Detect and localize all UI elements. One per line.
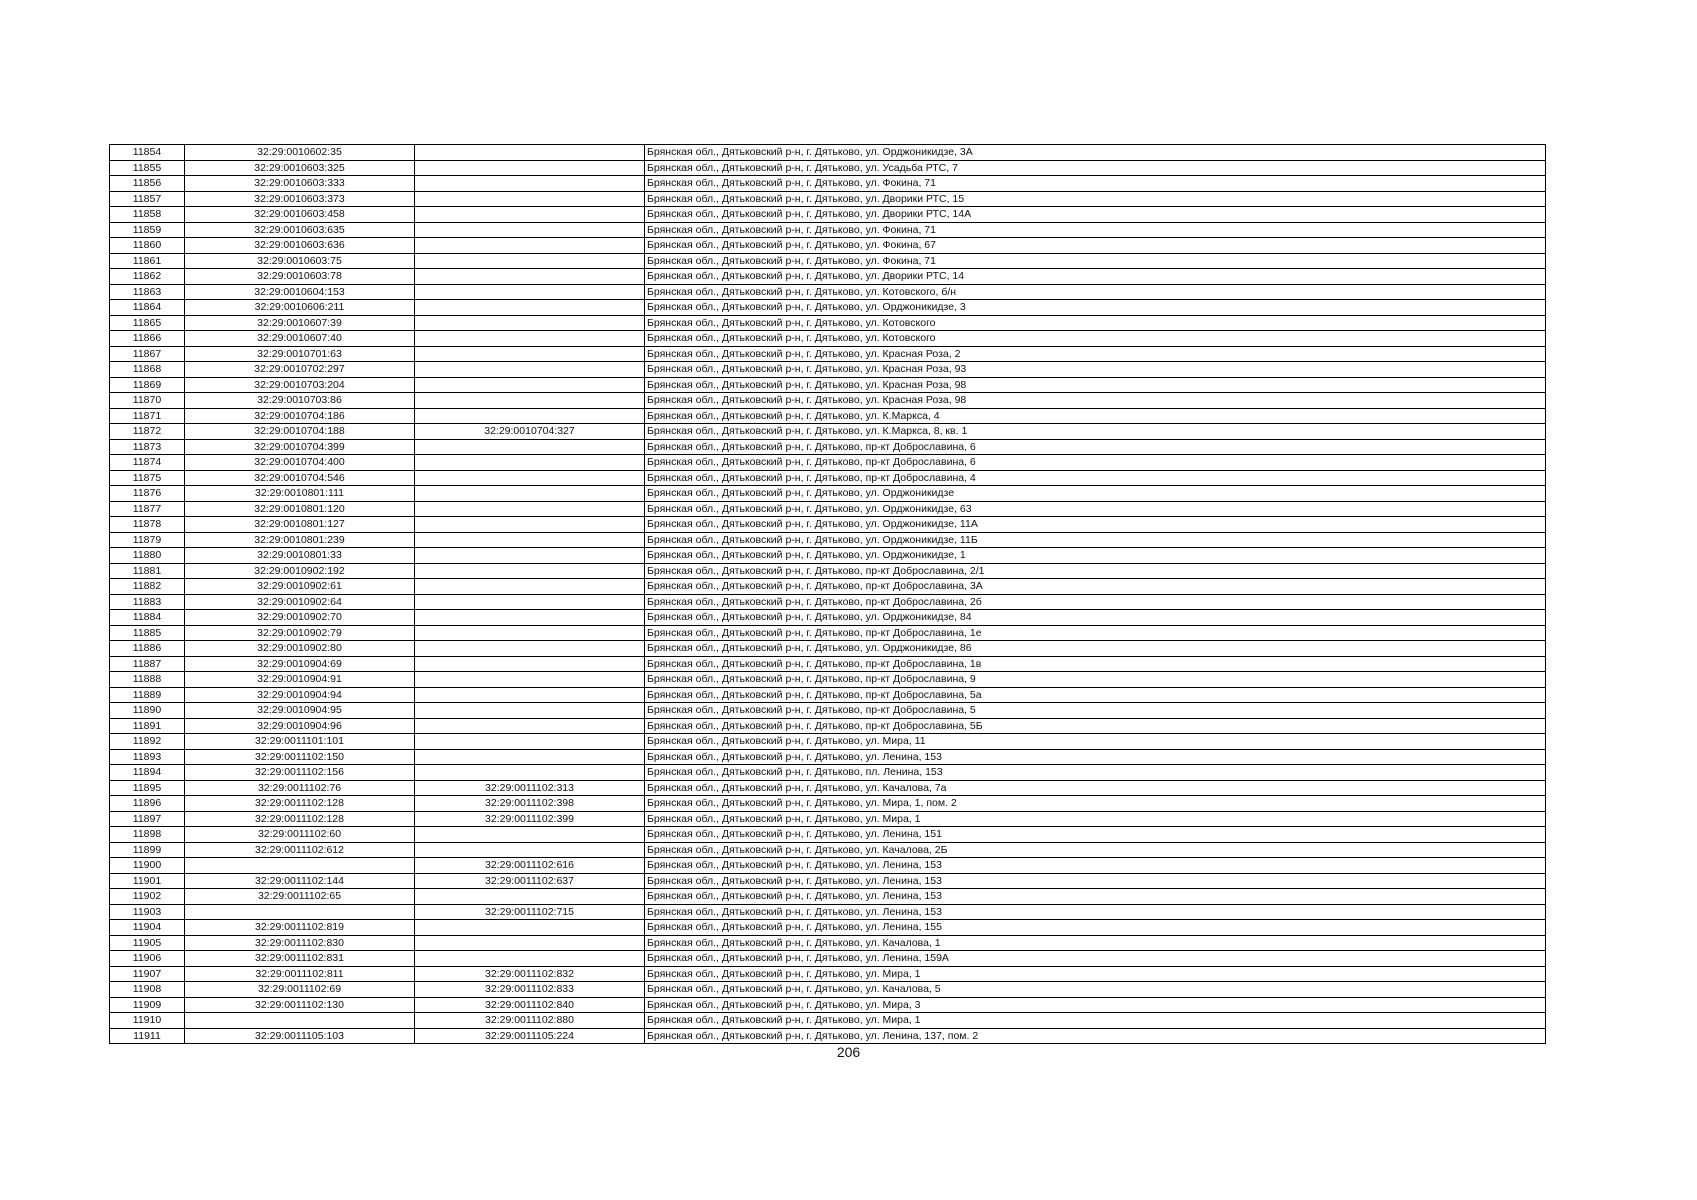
related-cadastral-number-cell (415, 889, 645, 905)
related-cadastral-number-cell (415, 656, 645, 672)
cadastral-number-cell: 32:29:0011102:830 (185, 935, 415, 951)
address-cell: Брянская обл., Дятьковский р-н, г. Дятьково, ул. Орджоникидзе (645, 486, 1546, 502)
table-row (110, 920, 1546, 936)
related-cadastral-number-cell (415, 951, 645, 967)
cadastral-number-cell: 32:29:0010902:64 (185, 594, 415, 610)
table-row (110, 966, 1546, 982)
row-number-cell: 11895 (110, 780, 185, 796)
address-cell: Брянская обл., Дятьковский р-н, г. Дятьково, ул. Ленина, 151 (645, 827, 1546, 843)
cadastral-number-cell: 32:29:0010604:153 (185, 284, 415, 300)
table-row (110, 858, 1546, 874)
related-cadastral-number-cell (415, 625, 645, 641)
table-row (110, 393, 1546, 409)
address-cell: Брянская обл., Дятьковский р-н, г. Дятьково, ул. Мира, 1 (645, 811, 1546, 827)
row-number-cell: 11869 (110, 377, 185, 393)
cadastral-number-cell: 32:29:0010801:127 (185, 517, 415, 533)
address-cell: Брянская обл., Дятьковский р-н, г. Дятьково, ул. Качалова, 1 (645, 935, 1546, 951)
address-cell: Брянская обл., Дятьковский р-н, г. Дятьково, ул. Мира, 1 (645, 966, 1546, 982)
related-cadastral-number-cell (415, 191, 645, 207)
row-number-cell: 11884 (110, 610, 185, 626)
row-number-cell: 11870 (110, 393, 185, 409)
table-row (110, 997, 1546, 1013)
row-number-cell: 11872 (110, 424, 185, 440)
row-number-cell: 11862 (110, 269, 185, 285)
related-cadastral-number-cell (415, 935, 645, 951)
cadastral-number-cell: 32:29:0010603:78 (185, 269, 415, 285)
table-row (110, 517, 1546, 533)
table-row (110, 842, 1546, 858)
address-cell: Брянская обл., Дятьковский р-н, г. Дятьково, ул. Дворики РТС, 14А (645, 207, 1546, 223)
address-cell: Брянская обл., Дятьковский р-н, г. Дятьково, ул. Орджоникидзе, 11А (645, 517, 1546, 533)
cadastral-number-cell: 32:29:0010703:86 (185, 393, 415, 409)
cadastral-number-cell: 32:29:0010602:35 (185, 145, 415, 161)
related-cadastral-number-cell (415, 160, 645, 176)
address-cell: Брянская обл., Дятьковский р-н, г. Дятьково, ул. Фокина, 71 (645, 253, 1546, 269)
address-cell: Брянская обл., Дятьковский р-н, г. Дятьково, пр-кт Доброславина, 6 (645, 439, 1546, 455)
row-number-cell: 11903 (110, 904, 185, 920)
row-number-cell: 11911 (110, 1028, 185, 1044)
row-number-cell: 11861 (110, 253, 185, 269)
related-cadastral-number-cell (415, 920, 645, 936)
table-row (110, 904, 1546, 920)
row-number-cell: 11889 (110, 687, 185, 703)
row-number-cell: 11897 (110, 811, 185, 827)
cadastral-number-cell: 32:29:0010603:75 (185, 253, 415, 269)
cadastral-number-cell: 32:29:0011102:76 (185, 780, 415, 796)
cadastral-number-cell: 32:29:0010603:373 (185, 191, 415, 207)
cadastral-number-cell: 32:29:0010603:333 (185, 176, 415, 192)
row-number-cell: 11880 (110, 548, 185, 564)
cadastral-number-cell: 32:29:0011102:65 (185, 889, 415, 905)
cadastral-number-cell: 32:29:0010603:636 (185, 238, 415, 254)
related-cadastral-number-cell (415, 207, 645, 223)
table-row (110, 408, 1546, 424)
address-cell: Брянская обл., Дятьковский р-н, г. Дятьково, ул. Орджоникидзе, 63 (645, 501, 1546, 517)
address-cell: Брянская обл., Дятьковский р-н, г. Дятьково, ул. Ленина, 153 (645, 904, 1546, 920)
table-row (110, 238, 1546, 254)
related-cadastral-number-cell: 32:29:0011105:224 (415, 1028, 645, 1044)
cadastral-number-cell: 32:29:0010603:635 (185, 222, 415, 238)
related-cadastral-number-cell (415, 393, 645, 409)
cadastral-number-cell: 32:29:0010702:297 (185, 362, 415, 378)
related-cadastral-number-cell: 32:29:0011102:637 (415, 873, 645, 889)
related-cadastral-number-cell (415, 501, 645, 517)
address-cell: Брянская обл., Дятьковский р-н, г. Дятьково, ул. Красная Роза, 93 (645, 362, 1546, 378)
related-cadastral-number-cell (415, 253, 645, 269)
cadastral-number-cell: 32:29:0011105:103 (185, 1028, 415, 1044)
cadastral-number-cell: 32:29:0010704:186 (185, 408, 415, 424)
address-cell: Брянская обл., Дятьковский р-н, г. Дятьково, ул. Усадьба РТС, 7 (645, 160, 1546, 176)
cadastral-number-cell: 32:29:0010701:63 (185, 346, 415, 362)
table-row (110, 1028, 1546, 1044)
row-number-cell: 11900 (110, 858, 185, 874)
related-cadastral-number-cell (415, 269, 645, 285)
related-cadastral-number-cell: 32:29:0011102:840 (415, 997, 645, 1013)
table-row (110, 424, 1546, 440)
table-row (110, 796, 1546, 812)
cadastral-number-cell: 32:29:0011101:101 (185, 734, 415, 750)
cadastral-number-cell: 32:29:0010904:96 (185, 718, 415, 734)
cadastral-number-cell: 32:29:0010704:546 (185, 470, 415, 486)
related-cadastral-number-cell (415, 439, 645, 455)
related-cadastral-number-cell (415, 238, 645, 254)
table-row (110, 718, 1546, 734)
cadastral-number-cell (185, 1013, 415, 1029)
address-cell: Брянская обл., Дятьковский р-н, г. Дятьково, ул. Качалова, 7а (645, 780, 1546, 796)
address-cell: Брянская обл., Дятьковский р-н, г. Дятьково, ул. Ленина, 159А (645, 951, 1546, 967)
cadastral-number-cell: 32:29:0011102:831 (185, 951, 415, 967)
table-row (110, 765, 1546, 781)
address-cell: Брянская обл., Дятьковский р-н, г. Дятьково, пр-кт Доброславина, 4 (645, 470, 1546, 486)
related-cadastral-number-cell: 32:29:0011102:313 (415, 780, 645, 796)
cadastral-number-cell: 32:29:0011102:128 (185, 811, 415, 827)
table-row (110, 160, 1546, 176)
cadastral-number-cell: 32:29:0011102:144 (185, 873, 415, 889)
row-number-cell: 11875 (110, 470, 185, 486)
cadastral-number-cell: 32:29:0010801:33 (185, 548, 415, 564)
row-number-cell: 11871 (110, 408, 185, 424)
address-cell: Брянская обл., Дятьковский р-н, г. Дятьково, ул. Мира, 1 (645, 1013, 1546, 1029)
related-cadastral-number-cell (415, 765, 645, 781)
cadastral-number-cell: 32:29:0011102:819 (185, 920, 415, 936)
cadastral-number-cell: 32:29:0010704:400 (185, 455, 415, 471)
related-cadastral-number-cell (415, 672, 645, 688)
address-cell: Брянская обл., Дятьковский р-н, г. Дятьково, ул. Мира, 3 (645, 997, 1546, 1013)
related-cadastral-number-cell (415, 408, 645, 424)
related-cadastral-number-cell (415, 331, 645, 347)
row-number-cell: 11876 (110, 486, 185, 502)
cadastral-number-cell: 32:29:0010603:458 (185, 207, 415, 223)
row-number-cell: 11881 (110, 563, 185, 579)
address-cell: Брянская обл., Дятьковский р-н, г. Дятьково, ул. Орджоникидзе, 86 (645, 641, 1546, 657)
table-row (110, 1013, 1546, 1029)
table-row (110, 703, 1546, 719)
address-cell: Брянская обл., Дятьковский р-н, г. Дятьково, ул. Красная Роза, 98 (645, 377, 1546, 393)
cadastral-number-cell: 32:29:0010607:39 (185, 315, 415, 331)
related-cadastral-number-cell (415, 346, 645, 362)
cadastral-number-cell: 32:29:0010606:211 (185, 300, 415, 316)
related-cadastral-number-cell (415, 579, 645, 595)
table-row (110, 362, 1546, 378)
related-cadastral-number-cell: 32:29:0011102:399 (415, 811, 645, 827)
related-cadastral-number-cell: 32:29:0011102:833 (415, 982, 645, 998)
address-cell: Брянская обл., Дятьковский р-н, г. Дятьково, ул. К.Маркса, 4 (645, 408, 1546, 424)
table-row (110, 687, 1546, 703)
row-number-cell: 11878 (110, 517, 185, 533)
related-cadastral-number-cell (415, 594, 645, 610)
related-cadastral-number-cell (415, 315, 645, 331)
row-number-cell: 11894 (110, 765, 185, 781)
row-number-cell: 11867 (110, 346, 185, 362)
row-number-cell: 11905 (110, 935, 185, 951)
row-number-cell: 11879 (110, 532, 185, 548)
address-cell: Брянская обл., Дятьковский р-н, г. Дятьково, ул. Дворики РТС, 15 (645, 191, 1546, 207)
table-row (110, 935, 1546, 951)
address-cell: Брянская обл., Дятьковский р-н, г. Дятьково, пр-кт Доброславина, 2б (645, 594, 1546, 610)
cadastral-number-cell: 32:29:0010902:80 (185, 641, 415, 657)
address-cell: Брянская обл., Дятьковский р-н, г. Дятьково, пр-кт Доброславина, 5 (645, 703, 1546, 719)
table-row (110, 470, 1546, 486)
related-cadastral-number-cell: 32:29:0011102:832 (415, 966, 645, 982)
address-cell: Брянская обл., Дятьковский р-н, г. Дятьково, ул. Фокина, 71 (645, 222, 1546, 238)
row-number-cell: 11898 (110, 827, 185, 843)
related-cadastral-number-cell (415, 563, 645, 579)
table-row (110, 780, 1546, 796)
row-number-cell: 11863 (110, 284, 185, 300)
row-number-cell: 11893 (110, 749, 185, 765)
cadastral-number-cell: 32:29:0010904:95 (185, 703, 415, 719)
row-number-cell: 11868 (110, 362, 185, 378)
table-row (110, 811, 1546, 827)
cadastral-number-cell: 32:29:0011102:60 (185, 827, 415, 843)
address-cell: Брянская обл., Дятьковский р-н, г. Дятьково, пр-кт Доброславина, 5Б (645, 718, 1546, 734)
table-row (110, 455, 1546, 471)
address-cell: Брянская обл., Дятьковский р-н, г. Дятьково, пр-кт Доброславина, 6 (645, 455, 1546, 471)
address-cell: Брянская обл., Дятьковский р-н, г. Дятьково, ул. Ленина, 153 (645, 889, 1546, 905)
address-cell: Брянская обл., Дятьковский р-н, г. Дятьково, ул. Красная Роза, 2 (645, 346, 1546, 362)
cadastral-number-cell: 32:29:0010902:192 (185, 563, 415, 579)
row-number-cell: 11902 (110, 889, 185, 905)
cadastral-number-cell: 32:29:0010801:120 (185, 501, 415, 517)
table-row (110, 300, 1546, 316)
cadastral-number-cell: 32:29:0010902:79 (185, 625, 415, 641)
address-cell: Брянская обл., Дятьковский р-н, г. Дятьково, ул. Орджоникидзе, 11Б (645, 532, 1546, 548)
cadastral-number-cell: 32:29:0010902:61 (185, 579, 415, 595)
table-row (110, 191, 1546, 207)
related-cadastral-number-cell (415, 470, 645, 486)
row-number-cell: 11909 (110, 997, 185, 1013)
table-row (110, 982, 1546, 998)
cadastral-number-cell (185, 858, 415, 874)
table-row (110, 439, 1546, 455)
row-number-cell: 11904 (110, 920, 185, 936)
row-number-cell: 11873 (110, 439, 185, 455)
related-cadastral-number-cell: 32:29:0011102:880 (415, 1013, 645, 1029)
row-number-cell: 11887 (110, 656, 185, 672)
address-cell: Брянская обл., Дятьковский р-н, г. Дятьково, ул. Красная Роза, 98 (645, 393, 1546, 409)
address-cell: Брянская обл., Дятьковский р-н, г. Дятьково, пр-кт Доброславина, 1е (645, 625, 1546, 641)
related-cadastral-number-cell (415, 517, 645, 533)
address-cell: Брянская обл., Дятьковский р-н, г. Дятьково, ул. Ленина, 153 (645, 858, 1546, 874)
table-row (110, 889, 1546, 905)
related-cadastral-number-cell (415, 176, 645, 192)
related-cadastral-number-cell (415, 455, 645, 471)
related-cadastral-number-cell: 32:29:0011102:616 (415, 858, 645, 874)
table-row (110, 486, 1546, 502)
address-cell: Брянская обл., Дятьковский р-н, г. Дятьково, ул. Мира, 11 (645, 734, 1546, 750)
row-number-cell: 11907 (110, 966, 185, 982)
address-cell: Брянская обл., Дятьковский р-н, г. Дятьково, ул. Котовского, б/н (645, 284, 1546, 300)
related-cadastral-number-cell (415, 300, 645, 316)
table-row (110, 315, 1546, 331)
related-cadastral-number-cell (415, 145, 645, 161)
related-cadastral-number-cell (415, 734, 645, 750)
table-row (110, 749, 1546, 765)
related-cadastral-number-cell (415, 486, 645, 502)
cadastral-number-cell: 32:29:0010704:188 (185, 424, 415, 440)
table-row (110, 672, 1546, 688)
address-cell: Брянская обл., Дятьковский р-н, г. Дятьково, пр-кт Доброславина, 3А (645, 579, 1546, 595)
address-cell: Брянская обл., Дятьковский р-н, г. Дятьково, ул. Орджоникидзе, 84 (645, 610, 1546, 626)
row-number-cell: 11866 (110, 331, 185, 347)
row-number-cell: 11865 (110, 315, 185, 331)
related-cadastral-number-cell (415, 284, 645, 300)
cadastral-number-cell: 32:29:0010904:91 (185, 672, 415, 688)
row-number-cell: 11899 (110, 842, 185, 858)
address-cell: Брянская обл., Дятьковский р-н, г. Дятьково, ул. Качалова, 2Б (645, 842, 1546, 858)
address-cell: Брянская обл., Дятьковский р-н, г. Дятьково, ул. Фокина, 67 (645, 238, 1546, 254)
address-cell: Брянская обл., Дятьковский р-н, г. Дятьково, ул. Фокина, 71 (645, 176, 1546, 192)
table-row (110, 269, 1546, 285)
table-row (110, 253, 1546, 269)
cadastral-number-cell: 32:29:0011102:612 (185, 842, 415, 858)
cadastral-register-table (109, 144, 1546, 1044)
table-row (110, 501, 1546, 517)
table-row (110, 222, 1546, 238)
address-cell: Брянская обл., Дятьковский р-н, г. Дятьково, ул. Мира, 1, пом. 2 (645, 796, 1546, 812)
table-row (110, 563, 1546, 579)
row-number-cell: 11874 (110, 455, 185, 471)
cadastral-number-cell: 32:29:0011102:150 (185, 749, 415, 765)
row-number-cell: 11896 (110, 796, 185, 812)
table-row (110, 625, 1546, 641)
row-number-cell: 11883 (110, 594, 185, 610)
related-cadastral-number-cell (415, 222, 645, 238)
related-cadastral-number-cell (415, 362, 645, 378)
page-number: 206 (836, 1044, 861, 1060)
row-number-cell: 11859 (110, 222, 185, 238)
table-row (110, 331, 1546, 347)
table-row (110, 641, 1546, 657)
related-cadastral-number-cell (415, 532, 645, 548)
table-row (110, 951, 1546, 967)
related-cadastral-number-cell: 32:29:0011102:715 (415, 904, 645, 920)
cadastral-number-cell: 32:29:0010703:204 (185, 377, 415, 393)
related-cadastral-number-cell (415, 610, 645, 626)
address-cell: Брянская обл., Дятьковский р-н, г. Дятьково, ул. Ленина, 155 (645, 920, 1546, 936)
row-number-cell: 11892 (110, 734, 185, 750)
related-cadastral-number-cell (415, 641, 645, 657)
table-row (110, 346, 1546, 362)
row-number-cell: 11888 (110, 672, 185, 688)
row-number-cell: 11885 (110, 625, 185, 641)
row-number-cell: 11877 (110, 501, 185, 517)
related-cadastral-number-cell (415, 548, 645, 564)
row-number-cell: 11906 (110, 951, 185, 967)
row-number-cell: 11908 (110, 982, 185, 998)
row-number-cell: 11910 (110, 1013, 185, 1029)
row-number-cell: 11856 (110, 176, 185, 192)
table-row (110, 656, 1546, 672)
row-number-cell: 11886 (110, 641, 185, 657)
cadastral-number-cell: 32:29:0010801:111 (185, 486, 415, 502)
table-row (110, 579, 1546, 595)
address-cell: Брянская обл., Дятьковский р-н, г. Дятьково, пл. Ленина, 153 (645, 765, 1546, 781)
table-row (110, 284, 1546, 300)
cadastral-number-cell: 32:29:0011102:811 (185, 966, 415, 982)
related-cadastral-number-cell (415, 703, 645, 719)
address-cell: Брянская обл., Дятьковский р-н, г. Дятьково, ул. Ленина, 153 (645, 749, 1546, 765)
cadastral-number-cell: 32:29:0010902:70 (185, 610, 415, 626)
table-row (110, 873, 1546, 889)
table-row (110, 734, 1546, 750)
address-cell: Брянская обл., Дятьковский р-н, г. Дятьково, ул. Качалова, 5 (645, 982, 1546, 998)
table-row (110, 145, 1546, 161)
related-cadastral-number-cell (415, 842, 645, 858)
related-cadastral-number-cell (415, 749, 645, 765)
table-row (110, 827, 1546, 843)
table-body (110, 145, 1546, 1044)
address-cell: Брянская обл., Дятьковский р-н, г. Дятьково, ул. Орджоникидзе, 3 (645, 300, 1546, 316)
related-cadastral-number-cell (415, 377, 645, 393)
row-number-cell: 11882 (110, 579, 185, 595)
cadastral-number-cell (185, 904, 415, 920)
address-cell: Брянская обл., Дятьковский р-н, г. Дятьково, ул. Ленина, 137, пом. 2 (645, 1028, 1546, 1044)
cadastral-number-cell: 32:29:0011102:130 (185, 997, 415, 1013)
address-cell: Брянская обл., Дятьковский р-н, г. Дятьково, пр-кт Доброславина, 2/1 (645, 563, 1546, 579)
row-number-cell: 11858 (110, 207, 185, 223)
cadastral-number-cell: 32:29:0010704:399 (185, 439, 415, 455)
row-number-cell: 11855 (110, 160, 185, 176)
cadastral-number-cell: 32:29:0010904:94 (185, 687, 415, 703)
row-number-cell: 11891 (110, 718, 185, 734)
address-cell: Брянская обл., Дятьковский р-н, г. Дятьково, ул. К.Маркса, 8, кв. 1 (645, 424, 1546, 440)
row-number-cell: 11860 (110, 238, 185, 254)
cadastral-number-cell: 32:29:0010801:239 (185, 532, 415, 548)
related-cadastral-number-cell: 32:29:0010704:327 (415, 424, 645, 440)
cadastral-number-cell: 32:29:0011102:69 (185, 982, 415, 998)
row-number-cell: 11854 (110, 145, 185, 161)
address-cell: Брянская обл., Дятьковский р-н, г. Дятьково, ул. Котовского (645, 315, 1546, 331)
address-cell: Брянская обл., Дятьковский р-н, г. Дятьково, ул. Дворики РТС, 14 (645, 269, 1546, 285)
address-cell: Брянская обл., Дятьковский р-н, г. Дятьково, ул. Ленина, 153 (645, 873, 1546, 889)
table-row (110, 610, 1546, 626)
address-cell: Брянская обл., Дятьковский р-н, г. Дятьково, пр-кт Доброславина, 5а (645, 687, 1546, 703)
related-cadastral-number-cell: 32:29:0011102:398 (415, 796, 645, 812)
address-cell: Брянская обл., Дятьковский р-н, г. Дятьково, пр-кт Доброславина, 9 (645, 672, 1546, 688)
row-number-cell: 11890 (110, 703, 185, 719)
cadastral-number-cell: 32:29:0010607:40 (185, 331, 415, 347)
related-cadastral-number-cell (415, 827, 645, 843)
address-cell: Брянская обл., Дятьковский р-н, г. Дятьково, ул. Орджоникидзе, 1 (645, 548, 1546, 564)
related-cadastral-number-cell (415, 718, 645, 734)
row-number-cell: 11864 (110, 300, 185, 316)
table-row (110, 532, 1546, 548)
table-row (110, 377, 1546, 393)
cadastral-number-cell: 32:29:0011102:156 (185, 765, 415, 781)
address-cell: Брянская обл., Дятьковский р-н, г. Дятьково, ул. Орджоникидзе, 3А (645, 145, 1546, 161)
cadastral-number-cell: 32:29:0010603:325 (185, 160, 415, 176)
table-row (110, 176, 1546, 192)
table-row (110, 548, 1546, 564)
related-cadastral-number-cell (415, 687, 645, 703)
address-cell: Брянская обл., Дятьковский р-н, г. Дятьково, ул. Котовского (645, 331, 1546, 347)
address-cell: Брянская обл., Дятьковский р-н, г. Дятьково, пр-кт Доброславина, 1в (645, 656, 1546, 672)
table-row (110, 207, 1546, 223)
cadastral-number-cell: 32:29:0010904:69 (185, 656, 415, 672)
table-row (110, 594, 1546, 610)
row-number-cell: 11901 (110, 873, 185, 889)
row-number-cell: 11857 (110, 191, 185, 207)
cadastral-number-cell: 32:29:0011102:128 (185, 796, 415, 812)
